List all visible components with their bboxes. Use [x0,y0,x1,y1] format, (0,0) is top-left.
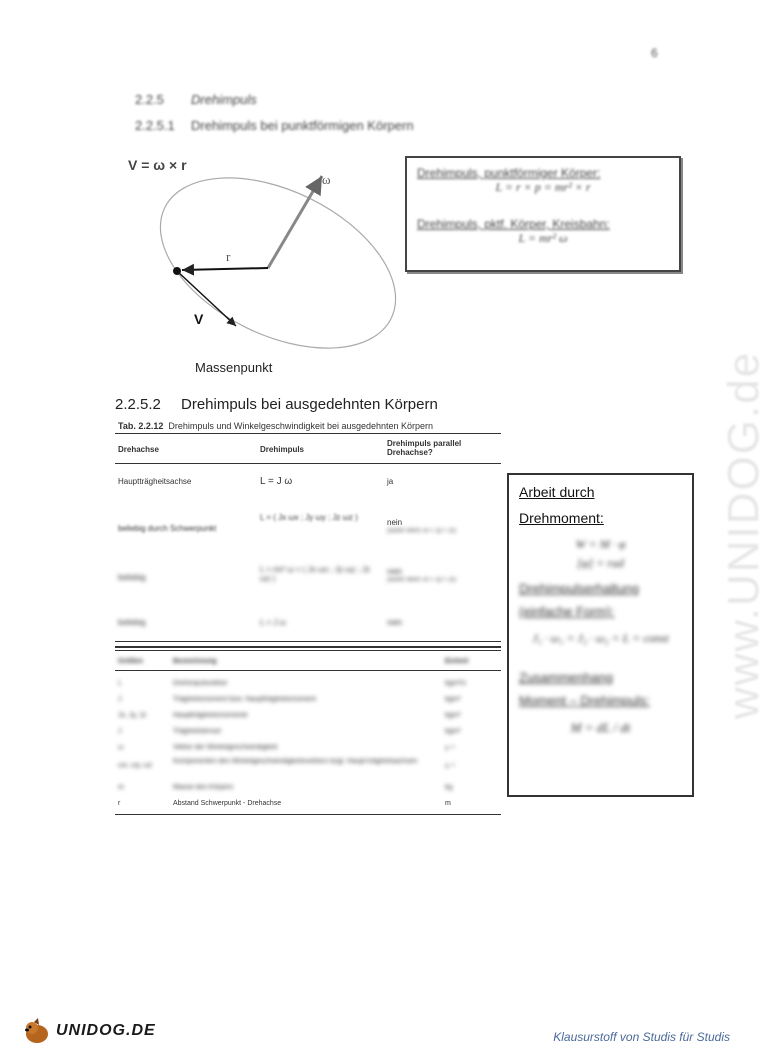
table-row: J [118,696,122,703]
table-caption [118,421,433,431]
formula-box-equation-2: L = mr² ω [518,231,568,245]
section-number: 2.2.5 [135,92,164,107]
table-row: Trägheitstensor [173,728,222,735]
symbol-header-size: Größen [118,658,143,665]
table-row: m [118,784,124,791]
radius-arrow [182,268,268,270]
table-row-3-note: (außer wenn Jx = Jy = Jz) [387,577,457,583]
table-row: J [118,728,122,735]
table-row-2-axis: beliebig durch Schwerpunkt [118,524,217,533]
formula-box-heading-1: Drehimpuls, punktförmiger Körper: [417,166,601,180]
box-heading-torque: Drehmoment: [519,510,604,526]
angular-momentum-diagram [120,148,410,358]
table-row: Abstand Schwerpunkt - Drehachse [173,800,282,807]
table-row-3-formula: L = mr² ω + ( Jx ωx ; Jy ωy ; Jz ωz ) [260,565,371,583]
table-row: Drehimpulsvektor [173,680,228,687]
table-row: s⁻¹ [445,745,455,752]
table-row: Vektor der Winkelgeschwindigkeit [173,744,278,751]
box-heading-conservation-sub: (einfache Form): [519,604,615,619]
orbit-ellipse [133,143,423,383]
work-momentum-box [507,473,694,797]
table-row-3-parallel: nein [387,567,403,576]
box-equation-unit: [φ] = rad [577,556,624,570]
table-row: Komponenten des Winkelgeschwindigkeitsvektors bzgl. Haupt-trägheitsachsen [173,758,418,765]
table-caption-label: Tab. 2.2.12 [118,421,164,431]
table-row-2-note: (außer wenn Jx = Jy = Jz) [387,528,457,534]
section-title: Drehimpuls [191,92,257,107]
table-row-2-parallel: nein [387,518,403,527]
symbol-header-unit: Einheit [445,658,469,665]
section-title: Drehimpuls bei punktförmigen Körpern [191,118,414,133]
table-row: kgm² [445,728,461,735]
section-heading-2-2-5-2 [115,396,438,413]
unidog-logo [22,1016,156,1046]
omega-arrow [268,176,322,268]
table-row-1-parallel: ja [387,477,394,486]
table-row: s⁻¹ [445,763,455,770]
radius-label: r [226,249,231,264]
table-row: kgm² [445,696,461,703]
table-row: Hauptträgheitsmomente [173,712,248,719]
symbol-table [115,646,501,818]
watermark: www.UNIDOG.de [719,350,769,720]
box-equation-conservation: J₁ · ω₁ = J₂ · ω₂ = L = const [532,631,669,645]
section-heading-2-2-5-1 [135,118,414,133]
table-row-4-formula: L = J ω [260,618,286,627]
box-equation-work: W = M · φ [575,537,626,551]
table-row-4-parallel: nein [387,618,403,627]
table-header-momentum: Drehimpuls [260,445,305,454]
logo-text: UNIDOG.DE [56,1022,156,1039]
angular-momentum-table [115,433,501,643]
table-caption-text: Drehimpuls und Winkelgeschwindigkeit bei ausgedehnten Körpern [168,421,434,431]
table-row: ω [118,744,124,751]
table-row-1-axis: Hauptträgheitsachse [118,477,192,486]
section-title: Drehimpuls bei ausgedehnten Körpern [181,396,438,413]
box-heading-conservation: Drehimpulserhaltung [519,581,639,596]
section-number: 2.2.5.2 [115,396,161,413]
table-row: kg [445,784,453,791]
velocity-formula: V = ω × r [128,157,187,173]
box-heading-relation: Zusammenhang [519,670,613,685]
formula-box-heading-2: Drehimpuls, pktf. Körper, Kreisbahn: [417,217,610,231]
velocity-label: V [194,311,204,327]
table-row: ωx, ωy, ωz [118,762,153,769]
section-heading-2-2-5 [135,92,257,107]
table-row-3-axis: beliebig [118,573,146,582]
box-heading-relation-sub: Moment – Drehimpuls: [519,693,650,708]
table-row: r [118,800,121,807]
table-row-4-axis: beliebig [118,618,146,627]
table-header-axis: Drehachse [118,445,159,454]
table-row-1-formula: L = J ω [260,476,293,487]
formula-box-point-mass [405,156,681,272]
table-row-2-formula: L = ( Jx ωx ; Jy ωy ; Jz ωz ) [260,513,358,522]
page-number: 6 [651,46,658,60]
table-row: Masse des Körpers [173,784,234,791]
table-row: m [445,800,451,807]
formula-box-equation-1: L = r × p = mr² × r [495,180,591,194]
box-equation-relation: M = dL / dt [570,720,631,735]
table-row: Trägheitsmoment bzw. Hauptträgheitsmoment [173,696,316,703]
footer-slogan: Klausurstoff von Studis für Studis [553,1030,730,1044]
dog-icon [22,1016,52,1046]
symbol-header-name: Bezeichnung [173,658,217,665]
table-row: L [118,680,122,687]
table-header-parallel: Drehimpuls parallel Drehachse? [387,439,462,457]
table-row: kgm² [445,712,461,719]
omega-label: ω [322,172,331,187]
mass-point-caption: Massenpunkt [195,360,273,375]
box-heading-work: Arbeit durch [519,484,595,500]
velocity-arrow [177,271,236,326]
section-number: 2.2.5.1 [135,118,175,133]
table-row: Jx, Jy, Jz [118,712,147,719]
table-row: kgm²/s [445,680,466,687]
